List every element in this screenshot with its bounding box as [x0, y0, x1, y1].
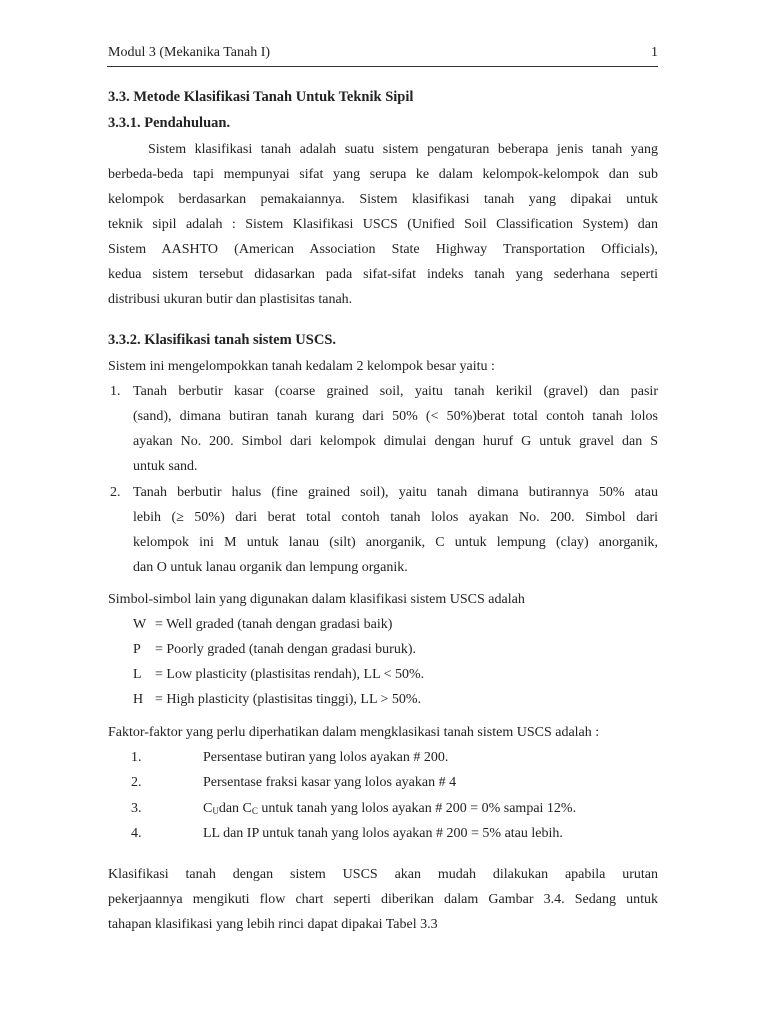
page-number: 1: [651, 45, 658, 60]
intro-line: berbeda-beda tapi mempunyai sifat yang serupa ke dalam kelompok-kelompok dan sub: [108, 167, 658, 182]
uscs-heading: 3.3.2. Klasifikasi tanah sistem USCS.: [108, 332, 337, 348]
intro-line: Sistem klasifikasi tanah adalah suatu sistem pengaturan beberapa jenis tanah yang: [148, 142, 658, 157]
list-item-line: untuk sand.: [133, 459, 198, 474]
symbol-description: = High plasticity (plastisitas tinggi), LL > 50%.: [155, 692, 422, 707]
intro-heading: 3.3.1. Pendahuluan.: [108, 115, 231, 131]
factor-text: Persentase fraksi kasar yang lolos ayakan # 4: [203, 775, 457, 790]
symbol-code: L: [133, 667, 142, 682]
closing-line: pekerjaannya mengikuti flow chart seperti diberikan dalam Gambar 3.4. Sedang untuk: [108, 892, 658, 907]
uscs-lead: Sistem ini mengelompokkan tanah kedalam 2 kelompok besar yaitu :: [108, 359, 495, 374]
intro-line: kelompok berdasarkan pemakaiannya. Sistem klasifikasi tanah yang dipakai untuk: [108, 192, 658, 207]
closing-line: tahapan klasifikasi yang lebih rinci dapat dipakai Tabel 3.3: [108, 917, 438, 932]
list-item-line: ayakan No. 200. Simbol dari kelompok dimulai dengan huruf G untuk gravel dan S: [133, 434, 658, 449]
symbol-code: P: [133, 642, 141, 657]
factor-number: 3.: [131, 801, 142, 816]
cc-subscript: C: [251, 806, 258, 816]
header-rule: [107, 66, 658, 67]
symbol-description: = Poorly graded (tanah dengan gradasi buruk).: [155, 642, 416, 657]
symbol-description: = Low plasticity (plastisitas rendah), LL < 50%.: [155, 667, 425, 682]
intro-line: distribusi ukuran butir dan plastisitas tanah.: [108, 292, 353, 307]
list-item-line: Tanah berbutir kasar (coarse grained soil, yaitu tanah kerikil (gravel) dan pasir: [133, 384, 658, 399]
list-item-line: lebih (≥ 50%) dari berat total contoh tanah lolos ayakan No. 200. Simbol dari: [133, 510, 658, 525]
cu-subscript: U: [212, 806, 219, 816]
closing-line: Klasifikasi tanah dengan sistem USCS akan mudah dilakukan apabila urutan: [108, 867, 658, 882]
factor-text: [203, 800, 576, 818]
symbol-description: = Well graded (tanah dengan gradasi baik): [155, 617, 393, 632]
cu-symbol: C: [203, 801, 213, 816]
list-number: 1.: [110, 384, 121, 399]
page-header: [108, 44, 658, 62]
list-number: 2.: [110, 485, 121, 500]
factor-number: 4.: [131, 826, 142, 841]
factor-text: Persentase butiran yang lolos ayakan # 200.: [203, 750, 449, 765]
section-heading: 3.3. Metode Klasifikasi Tanah Untuk Teknik Sipil: [108, 89, 414, 105]
symbol-code: H: [133, 692, 144, 707]
intro-line: Sistem AASHTO (American Association State Highway Transportation Officials),: [108, 242, 658, 257]
factor-text-rest: untuk tanah yang lolos ayakan # 200 = 0% sampai 12%.: [257, 801, 577, 816]
cc-symbol: dan C: [218, 801, 252, 816]
list-item-line: Tanah berbutir halus (fine grained soil), yaitu tanah dimana butirannya 50% atau: [133, 485, 658, 500]
factor-number: 2.: [131, 775, 142, 790]
factor-number: 1.: [131, 750, 142, 765]
intro-line: teknik sipil adalah : Sistem Klasifikasi USCS (Unified Soil Classification System) dan: [108, 217, 658, 232]
list-item-line: kelompok ini M untuk lanau (silt) anorganik, C untuk lempung (clay) anorganik,: [133, 535, 658, 550]
factor-text: LL dan IP untuk tanah yang lolos ayakan # 200 = 5% atau lebih.: [203, 826, 563, 841]
symbols-lead: Simbol-simbol lain yang digunakan dalam klasifikasi sistem USCS adalah: [108, 592, 525, 607]
factors-lead: Faktor-faktor yang perlu diperhatikan dalam mengklasikasi tanah sistem USCS adalah :: [108, 725, 600, 740]
symbol-code: W: [133, 617, 147, 632]
list-item-line: dan O untuk lanau organik dan lempung organik.: [133, 560, 408, 575]
intro-line: kedua sistem tersebut didasarkan pada sifat-sifat indeks tanah yang sederhana seperti: [108, 267, 658, 282]
header-title: Modul 3 (Mekanika Tanah I): [108, 45, 271, 60]
list-item-line: (sand), dimana butiran tanah kurang dari 50% (< 50%)berat total contoh tanah lolos: [133, 409, 658, 424]
